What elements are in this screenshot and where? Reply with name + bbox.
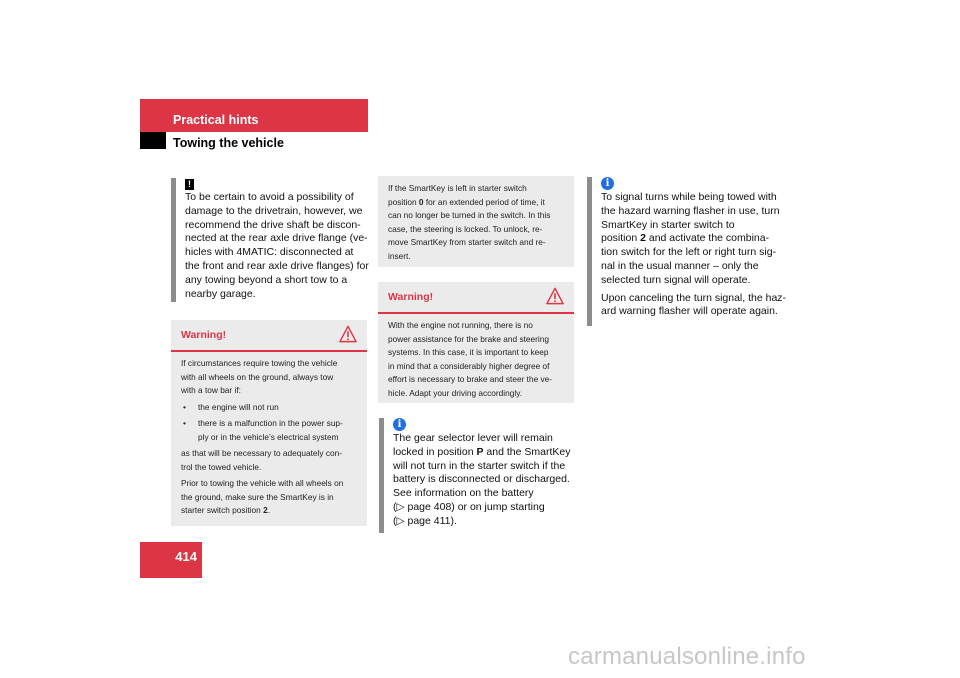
text-line: selected turn signal will operate. [601,273,751,286]
caution-note [171,178,371,302]
text-line: with all wheels on the ground, always tow [181,371,334,382]
warning-title: Warning! [181,329,227,341]
text-line: power assistance for the brake and steering [388,333,549,344]
watermark: carmanualsonline.info [568,643,806,670]
text-line: ard warning flasher will operate again. [601,305,778,318]
note-bar [379,418,384,533]
text-line: insert. [388,250,411,261]
text-line: starter switch position [181,505,264,515]
caution-line: damage to the drivetrain, however, we [185,204,363,217]
text-line: nal in the usual manner – only the [601,259,759,272]
position-value: 2 [263,505,268,515]
caution-line: nearby garage. [185,287,256,300]
warning-box-engine [378,282,574,403]
text-line: in mind that a considerably higher degree of [388,360,550,371]
text-line: locked in position P and the SmartKey [393,445,571,458]
page-number: 414 [140,542,202,578]
header-black-tab [140,132,166,149]
text-line: the ground, make sure the SmartKey is in [181,491,334,502]
caution-line: the front and rear axle drive flanges) for [185,259,369,272]
text-line: will not turn in the starter switch if the [393,459,566,472]
subsection-title: Towing the vehicle [173,136,284,150]
warning-triangle-icon [546,287,564,305]
warning-triangle-icon [339,325,357,343]
page-reference-link[interactable]: (▷ page 408) or on jump starting [393,500,545,513]
text-line: trol the towed vehicle. [181,461,262,472]
bullet-item: • there is a malfunction in the power sup- ply or in the vehicle’s electrical system [181,417,358,444]
caution-line: To be certain to avoid a possibility of [185,191,354,203]
warning-title: Warning! [388,291,434,303]
text-line: effort is necessary to brake and steer the ve- [388,374,553,384]
warning-box-towing: Warning! If circumstances require towing the vehicle with all wheels on the ground, always tow with a tow bar if: • the engine will not run • there is a malfunction in the power sup- ply or in the vehicle’s electrical system as that will be necessary to adequately con- trol the towed vehicle. Prior to towing the vehicle with all wheels on the ground, make sure the SmartKey is in starter switch position 2. [171,320,367,526]
text-line: case, the steering is locked. To unlock, re- [388,223,543,234]
info-note-gear [379,418,579,533]
text-line: Prior to towing the vehicle with all wheels on [181,478,344,488]
text-line: the hazard warning flasher in use, turn [601,204,780,217]
text-line: as that will be necessary to adequately con- [181,448,342,458]
exclamation-icon: ! [185,179,194,190]
text-line: position 0 for an extended period of time, it [388,196,545,207]
text-line: Upon canceling the turn signal, the haz- [601,291,787,304]
text-line: move SmartKey from starter switch and re- [388,237,546,247]
text-line: systems. In this case, it is important to keep [388,347,549,357]
text-line: With the engine not running, there is no [388,320,533,330]
text-line: battery is disconnected or discharged. [393,473,570,486]
bullet-item: • the engine will not run [181,401,358,415]
text-line: If circumstances require towing the vehicle [181,358,338,368]
text-line: SmartKey in starter switch to [601,218,735,231]
caution-line: any towing beyond a short tow to a [185,273,348,286]
info-icon: i [601,177,614,190]
caution-line: nected at the rear axle drive flange (ve- [185,232,368,245]
text-line: can no longer be turned in the switch. In this [388,210,551,220]
text-line: position 2 and activate the combina- [601,232,770,245]
note-bar [587,177,592,326]
text-line: The gear selector lever will remain [393,432,553,444]
note-bar [171,178,176,302]
smartkey-note-box [378,176,574,267]
page-reference-link[interactable]: (▷ page 411). [393,514,457,527]
text-line: See information on the battery [393,487,534,500]
info-note-signal [587,177,792,326]
section-title: Practical hints [173,113,259,127]
text-line: To signal turns while being towed with [601,191,777,203]
caution-line: recommend the drive shaft be discon- [185,218,361,231]
text-line: If the SmartKey is left in starter switch [388,183,527,193]
info-icon: i [393,418,406,431]
text-line: with a tow bar if: [181,385,241,395]
text-line: hicle. Adapt your driving accordingly. [388,387,523,398]
caution-line: hicles with 4MATIC: disconnected at [185,246,354,259]
text-line: tion switch for the left or right turn sig- [601,246,777,259]
